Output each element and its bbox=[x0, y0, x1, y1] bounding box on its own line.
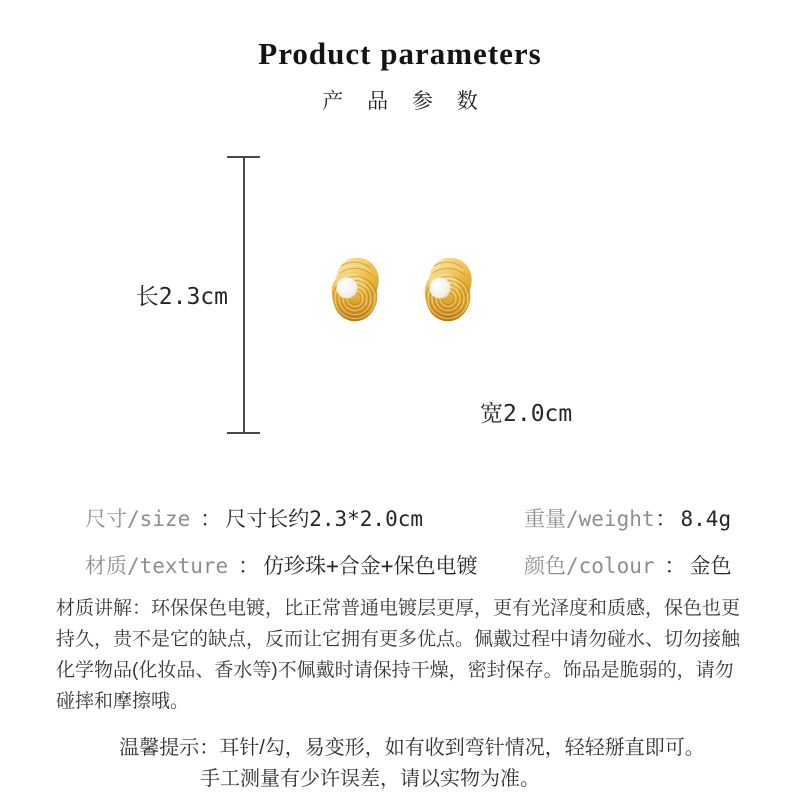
spec-label-texture: 材质/texture bbox=[85, 554, 229, 578]
length-label: 长2.3cm bbox=[135, 284, 228, 310]
length-dimension-line bbox=[243, 157, 245, 433]
material-description bbox=[56, 593, 756, 717]
spec-label-size: 尺寸/size bbox=[85, 507, 191, 531]
spec-row-colour bbox=[524, 550, 732, 580]
description-line: 持久，贵不是它的缺点，反而让它拥有更多优点。佩戴过程中请勿碰水、切勿接触 bbox=[56, 629, 741, 650]
measure-note-line: 手工测量有少许误差，请以实物为准。 bbox=[200, 768, 540, 790]
spec-row-weight bbox=[524, 503, 731, 533]
spec-value-texture: 仿珍珠+合金+保色电镀 bbox=[263, 554, 478, 578]
spec-value-colour: 金色 bbox=[689, 554, 732, 578]
spec-row-size bbox=[85, 503, 423, 533]
spec-row-texture bbox=[85, 550, 477, 580]
spec-label-weight: 重量/weight bbox=[524, 507, 655, 531]
product-image bbox=[326, 251, 476, 329]
warm-tip-line: 温馨提示：耳针/勾，易变形，如有收到弯针情况，轻轻掰直即可。 bbox=[119, 737, 705, 759]
spec-label-colour: 颜色/colour bbox=[524, 554, 655, 578]
spec-colon: ： bbox=[664, 554, 686, 578]
description-line: 材质讲解：环保保色电镀，比正常普通电镀层更厚，更有光泽度和质感，保色也更 bbox=[56, 598, 741, 619]
spec-colon: ： bbox=[238, 554, 260, 578]
spec-value-weight: 8.4g bbox=[680, 507, 732, 531]
spec-value-size: 尺寸长约2.3*2.0cm bbox=[225, 507, 424, 531]
length-dimension-cap-bottom bbox=[227, 432, 260, 434]
pearl bbox=[337, 278, 358, 299]
width-label: 宽2.0cm bbox=[480, 401, 573, 427]
description-line: 碰摔和摩擦哦。 bbox=[56, 691, 190, 712]
spec-colon: ： bbox=[655, 507, 677, 531]
spec-colon: ： bbox=[200, 507, 222, 531]
page-title: Product parameters bbox=[258, 36, 542, 71]
page-subtitle-cn: 产 品 参 数 bbox=[322, 90, 487, 113]
description-line: 化学物品(化妆品、香水等)不佩戴时请保持干燥，密封保存。饰品是脆弱的，请勿 bbox=[56, 660, 734, 681]
